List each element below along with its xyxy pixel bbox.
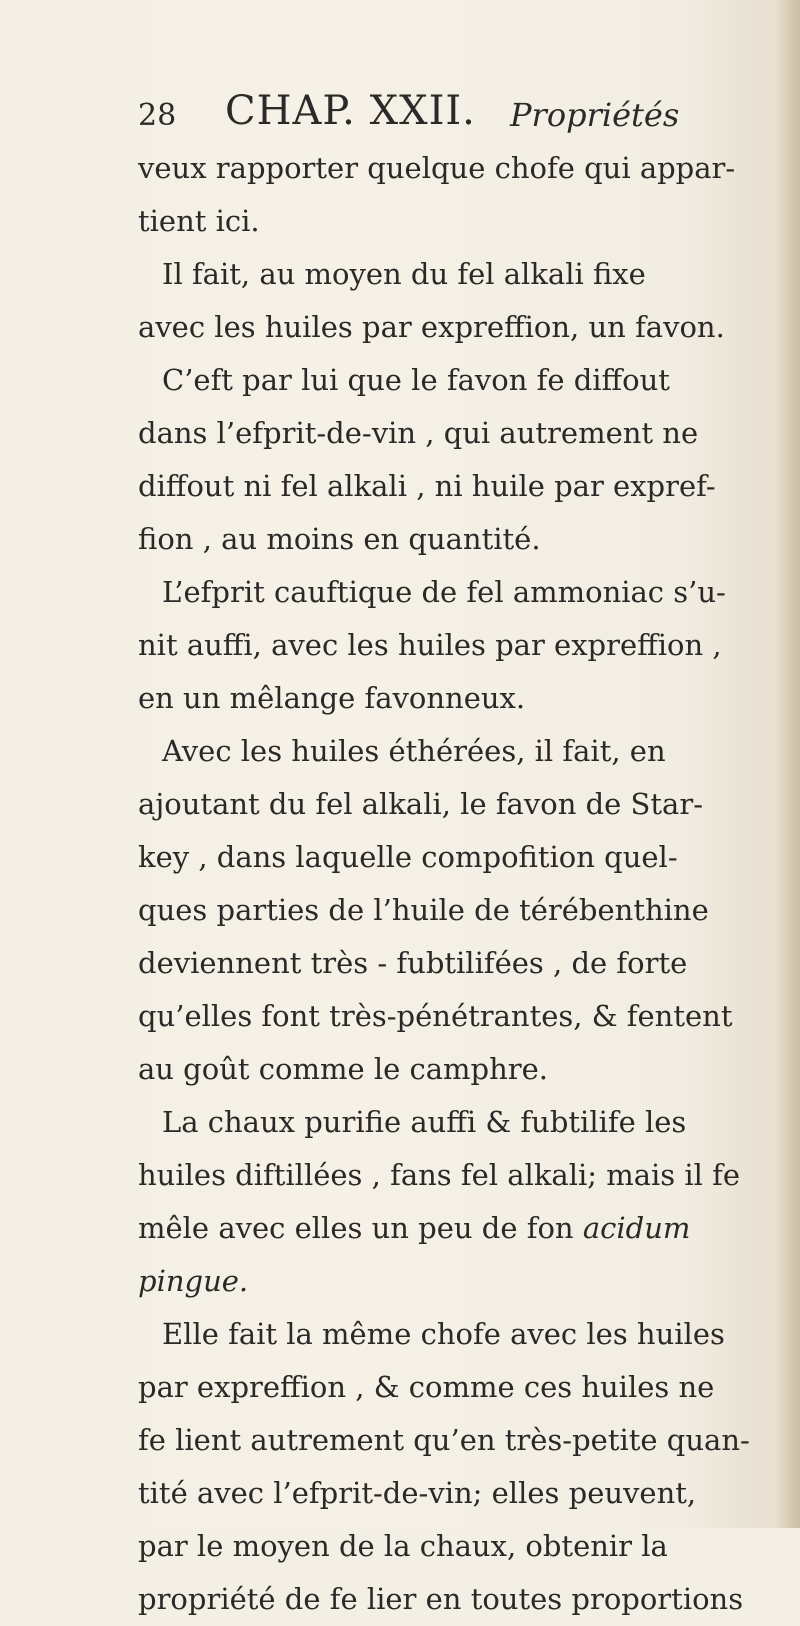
text-line: au goût comme le camphre. [138, 1052, 549, 1086]
text-line: fe lient autrement qu’en très-petite quan- [138, 1423, 750, 1457]
text-line: C’eft par lui que le favon fe diffout [162, 363, 670, 397]
text-line: par le moyen de la chaux, obtenir la [138, 1529, 668, 1563]
running-title: Propriétés [510, 96, 680, 134]
text-line: qu’elles font très-pénétrantes, & fentent [138, 999, 733, 1033]
body-text [138, 142, 778, 1626]
text-line-main: mêle avec elles un peu de fon [138, 1211, 574, 1245]
text-line: Avec les huiles éthérées, il fait, en [162, 734, 666, 768]
text-line: par expreffion , & comme ces huiles ne [138, 1370, 715, 1404]
text-line: Il fait, au moyen du fel alkali fixe [162, 257, 646, 291]
text-line: tient ici. [138, 204, 260, 238]
text-line: ajoutant du fel alkali, le favon de Star- [138, 787, 704, 821]
text-line: deviennent très - fubtilifées , de forte [138, 946, 688, 980]
text-line: Elle fait la même chofe avec les huiles [162, 1317, 725, 1351]
text-line: diffout ni fel alkali , ni huile par expref- [138, 469, 716, 503]
chapter-title: CHAP. XXII. [225, 88, 476, 134]
text-line: ques parties de l’huile de térébenthine [138, 893, 709, 927]
text-line: tité avec l’efprit-de-vin; elles peuvent, [138, 1476, 697, 1510]
text-line: La chaux purifie auffi & fubtilife les [162, 1105, 687, 1139]
text-line: veux rapporter quelque chofe qui appar- [138, 151, 736, 185]
text-line [138, 1202, 778, 1255]
latin-term: acidum [582, 1211, 691, 1245]
text-line: en un mêlange favonneux. [138, 681, 526, 715]
text-line: dans l’efprit-de-vin , qui autrement ne [138, 416, 699, 450]
text-line: key , dans laquelle compofition quel- [138, 840, 678, 874]
text-line: fion , au moins en quantité. [138, 522, 541, 556]
text-line: avec les huiles par expreffion, un favon. [138, 310, 725, 344]
text-line: propriété de fe lier en toutes proportions [138, 1582, 744, 1616]
page-header [138, 88, 678, 144]
page-edge-shadow [778, 0, 800, 1528]
text-line: pingue. [138, 1264, 249, 1298]
text-line: L’efprit cauftique de fel ammoniac s’u- [162, 575, 726, 609]
text-line: huiles diftillées , fans fel alkali; mais il fe [138, 1158, 741, 1192]
text-line: nit auffi, avec les huiles par expreffion , [138, 628, 722, 662]
page-number: 28 [138, 98, 177, 133]
